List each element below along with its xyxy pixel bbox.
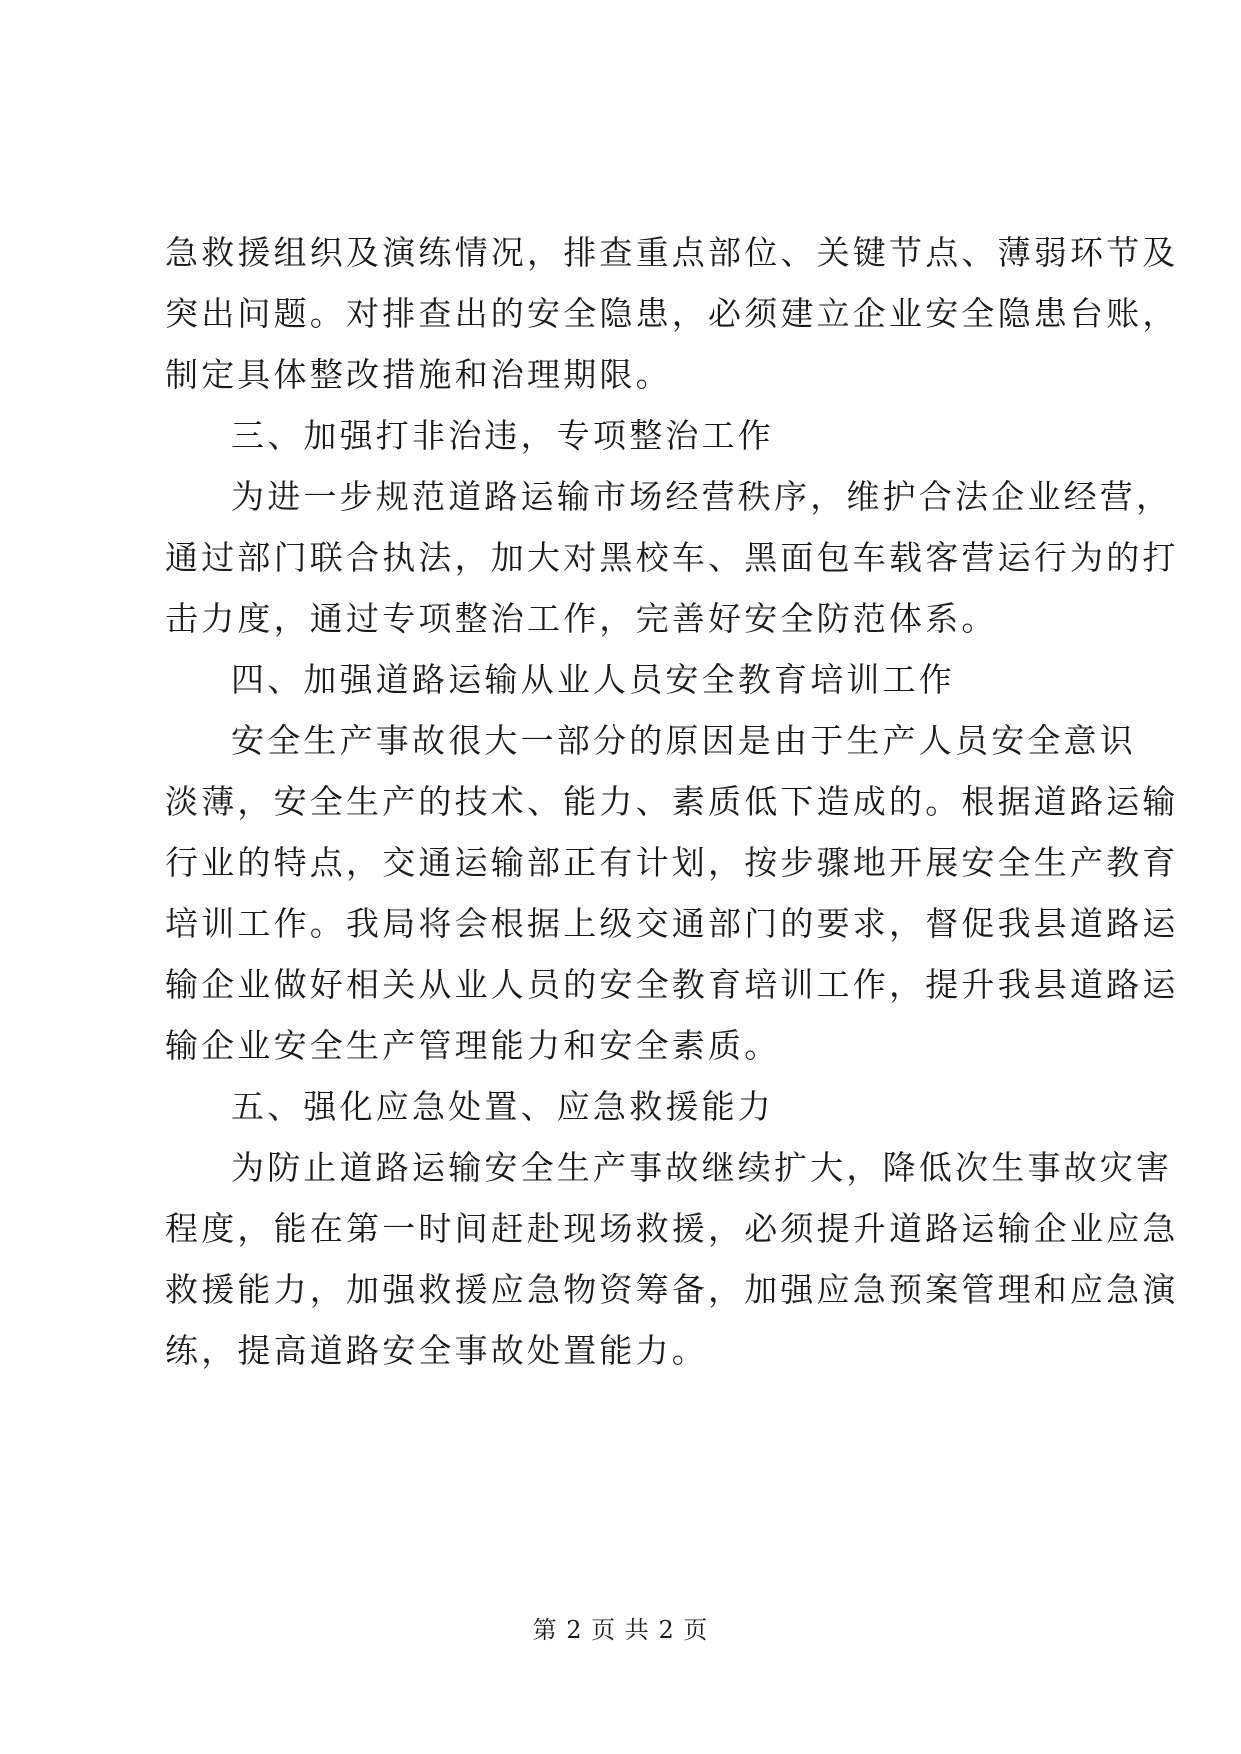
text-line: 输企业做好相关从业人员的安全教育培训工作，提升我县道路运 — [165, 965, 1179, 1004]
text-line: 击力度，通过专项整治工作，完善好安全防范体系。 — [165, 599, 998, 638]
text-line: 五、强化应急处置、应急救援能力 — [231, 1087, 774, 1126]
page-footer: 第 2 页 共 2 页 — [532, 1616, 709, 1644]
document-body — [165, 222, 1179, 1381]
text-line: 为进一步规范道路运输市场经营秩序，维护合法企业经营， — [231, 477, 1173, 516]
text-line: 程度，能在第一时间赶赴现场救援，必须提升道路运输企业应急 — [165, 1209, 1179, 1248]
text-line: 四、加强道路运输从业人员安全教育培训工作 — [231, 660, 955, 699]
text-line: 安全生产事故很大一部分的原因是由于生产人员安全意识 — [231, 721, 1136, 760]
text-line: 急救援组织及演练情况，排查重点部位、关键节点、薄弱环节及 — [165, 233, 1179, 272]
text-line: 淡薄，安全生产的技术、能力、素质低下造成的。根据道路运输 — [165, 782, 1179, 821]
text-line: 突出问题。对排查出的安全隐患，必须建立企业安全隐患台账， — [165, 294, 1179, 333]
text-line: 为防止道路运输安全生产事故继续扩大，降低次生事故灾害 — [231, 1148, 1173, 1187]
text-line: 制定具体整改措施和治理期限。 — [165, 355, 672, 394]
text-line: 输企业安全生产管理能力和安全素质。 — [165, 1026, 781, 1065]
text-line: 通过部门联合执法，加大对黑校车、黑面包车载客营运行为的打 — [165, 538, 1179, 577]
text-line: 培训工作。我局将会根据上级交通部门的要求，督促我县道路运 — [165, 904, 1179, 943]
text-line: 练，提高道路安全事故处置能力。 — [165, 1331, 708, 1370]
text-line: 三、加强打非治违，专项整治工作 — [231, 416, 774, 455]
text-line: 救援能力，加强救援应急物资筹备，加强应急预案管理和应急演 — [165, 1270, 1179, 1309]
text-line: 行业的特点，交通运输部正有计划，按步骤地开展安全生产教育 — [165, 843, 1179, 882]
